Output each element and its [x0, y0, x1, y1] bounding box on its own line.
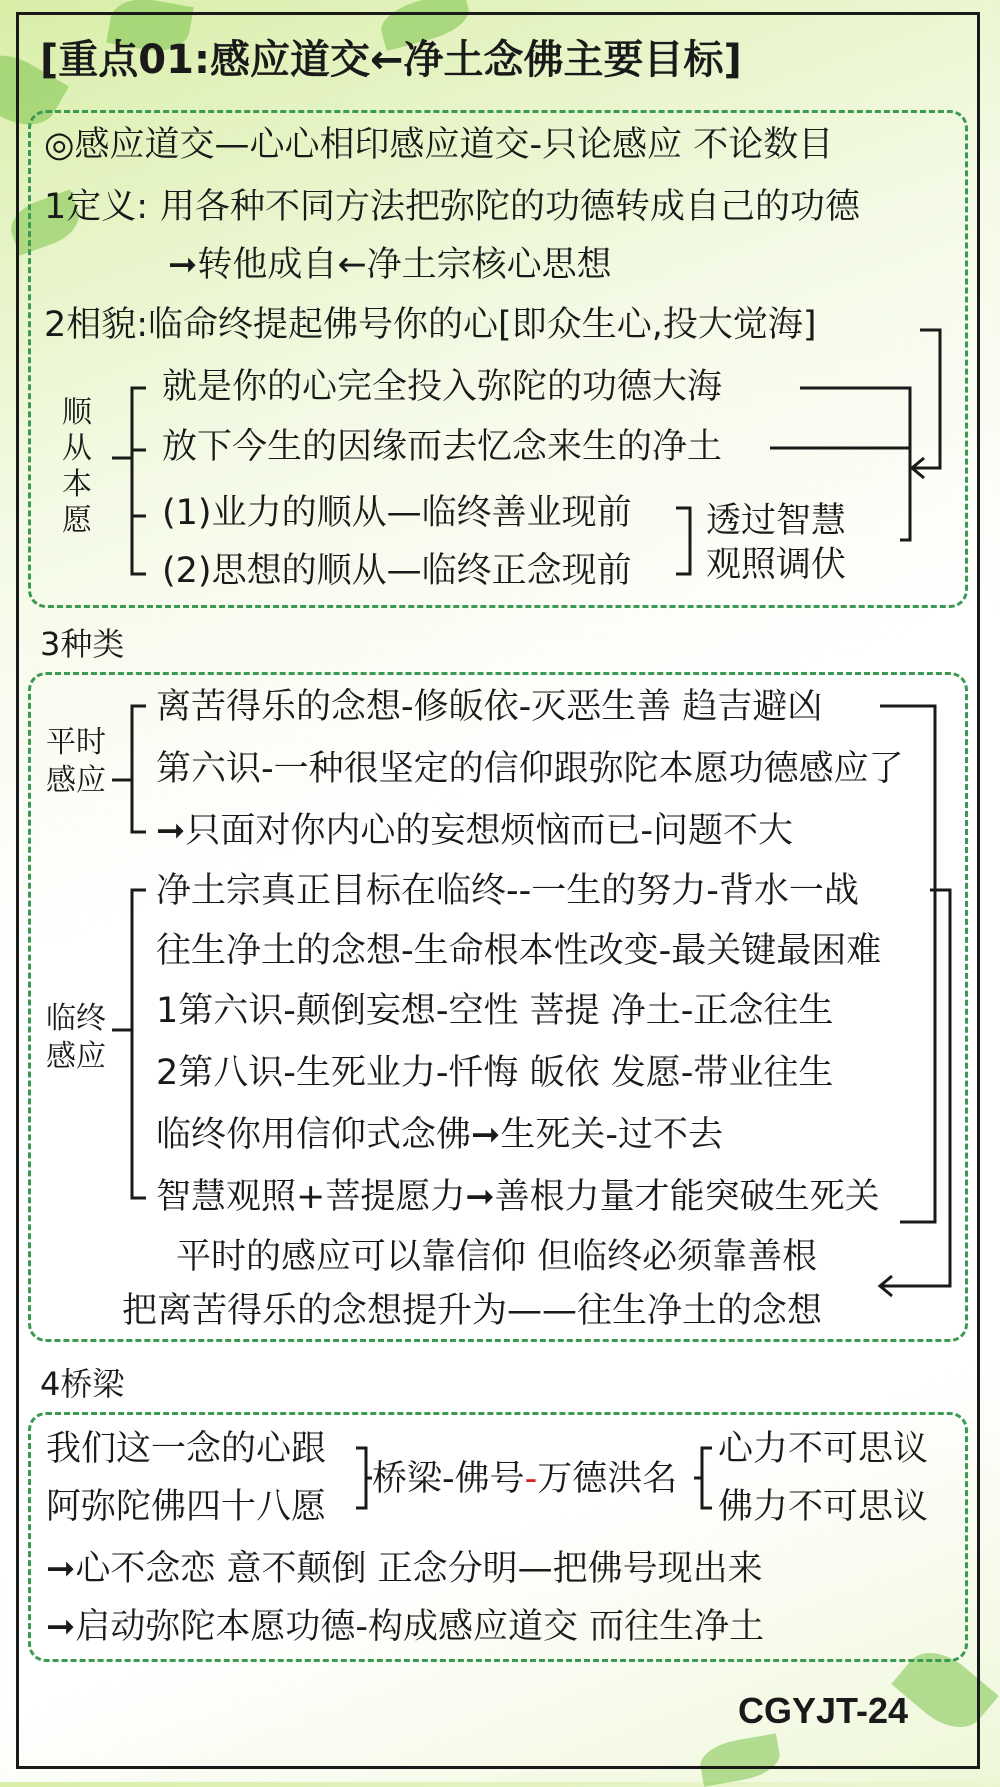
intro-line: ◎感应道交—心心相印感应道交-只论感应 不论数目 — [44, 125, 834, 165]
normal-line-2: 第六识-一种很坚定的信仰跟弥陀本愿功德感应了 — [156, 749, 904, 789]
page-title: [重点01:感应道交←净土念佛主要目标] — [40, 37, 742, 83]
conclusion-line-1: 平时的感应可以靠信仰 但临终必须靠善根 — [176, 1237, 818, 1277]
end-line-5: 临终你用信仰式念佛➞生死关-过不去 — [156, 1115, 723, 1155]
bridge-buddha-name: 佛号 — [454, 1459, 525, 1499]
end-line-1: 净土宗真正目标在临终--一生的努力-背水一战 — [156, 871, 859, 911]
section-heading-bridge: 4桥梁 — [40, 1365, 125, 1403]
section-heading-types: 3种类 — [40, 625, 125, 663]
watermark: CGYJT-24 — [738, 1690, 909, 1731]
line-a: 就是你的心完全投入弥陀的功德大海 — [162, 367, 723, 407]
line-c: (1)业力的顺从—临终善业现前 — [162, 493, 632, 533]
label-end: 感应 — [46, 1039, 106, 1074]
right-note-a: 透过智慧 — [706, 501, 847, 541]
bridge-bottom-1: ➞心不念恋 意不颠倒 正念分明—把佛号现出来 — [46, 1549, 763, 1589]
bridge-bottom-2: ➞启动弥陀本愿功德-构成感应道交 而往生净土 — [46, 1607, 765, 1647]
bridge-red-dash: - — [524, 1459, 538, 1499]
side-label-char: 顺 — [62, 395, 92, 430]
bridge-left-2: 阿弥陀佛四十八愿 — [46, 1487, 327, 1527]
bridge-left-1: 我们这一念的心跟 — [46, 1429, 327, 1469]
normal-line-1: 离苦得乐的念想-修皈依-灭恶生善 趋吉避凶 — [156, 687, 823, 727]
side-label-char: 愿 — [62, 503, 92, 538]
end-line-2: 往生净土的念想-生命根本性改变-最关键最困难 — [156, 931, 882, 971]
normal-line-3: ➞只面对你内心的妄想烦恼而已-问题不大 — [156, 811, 793, 851]
definition-subline: ➞转他成自←净土宗核心思想 — [168, 245, 612, 285]
bridge-right-2: 佛力不可思议 — [718, 1487, 929, 1527]
side-label-char: 本 — [62, 467, 92, 502]
end-line-6: 智慧观照+菩提愿力➞善根力量才能突破生死关 — [156, 1177, 880, 1217]
definition-text: 用各种不同方法把弥陀的功德转成自己的功德 — [160, 187, 861, 227]
bridge-middle-d: 万德洪名 — [537, 1459, 678, 1499]
bridge-right-1: 心力不可思议 — [718, 1429, 929, 1469]
side-label-char: 从 — [62, 431, 92, 466]
form-line: 2相貌:临命终提起佛号你的心[即众生心,投大觉海] — [44, 305, 817, 345]
label-normal: 平时 — [46, 725, 106, 760]
line-d: (2)思想的顺从—临终正念现前 — [162, 551, 632, 591]
line-b: 放下今生的因缘而去忆念来生的净土 — [162, 427, 723, 467]
bridge-middle-a: 桥梁- — [372, 1459, 455, 1499]
definition-label: 1定义: — [44, 187, 149, 227]
conclusion-line-2: 把离苦得乐的念想提升为——往生净土的念想 — [122, 1291, 823, 1331]
right-note-b: 观照调伏 — [706, 545, 847, 585]
label-normal: 感应 — [46, 763, 106, 798]
end-line-3: 1第六识-颠倒妄想-空性 菩提 净土-正念往生 — [156, 991, 834, 1031]
label-end: 临终 — [46, 1001, 106, 1036]
end-line-4: 2第八识-生死业力-忏悔 皈依 发愿-带业往生 — [156, 1053, 834, 1093]
